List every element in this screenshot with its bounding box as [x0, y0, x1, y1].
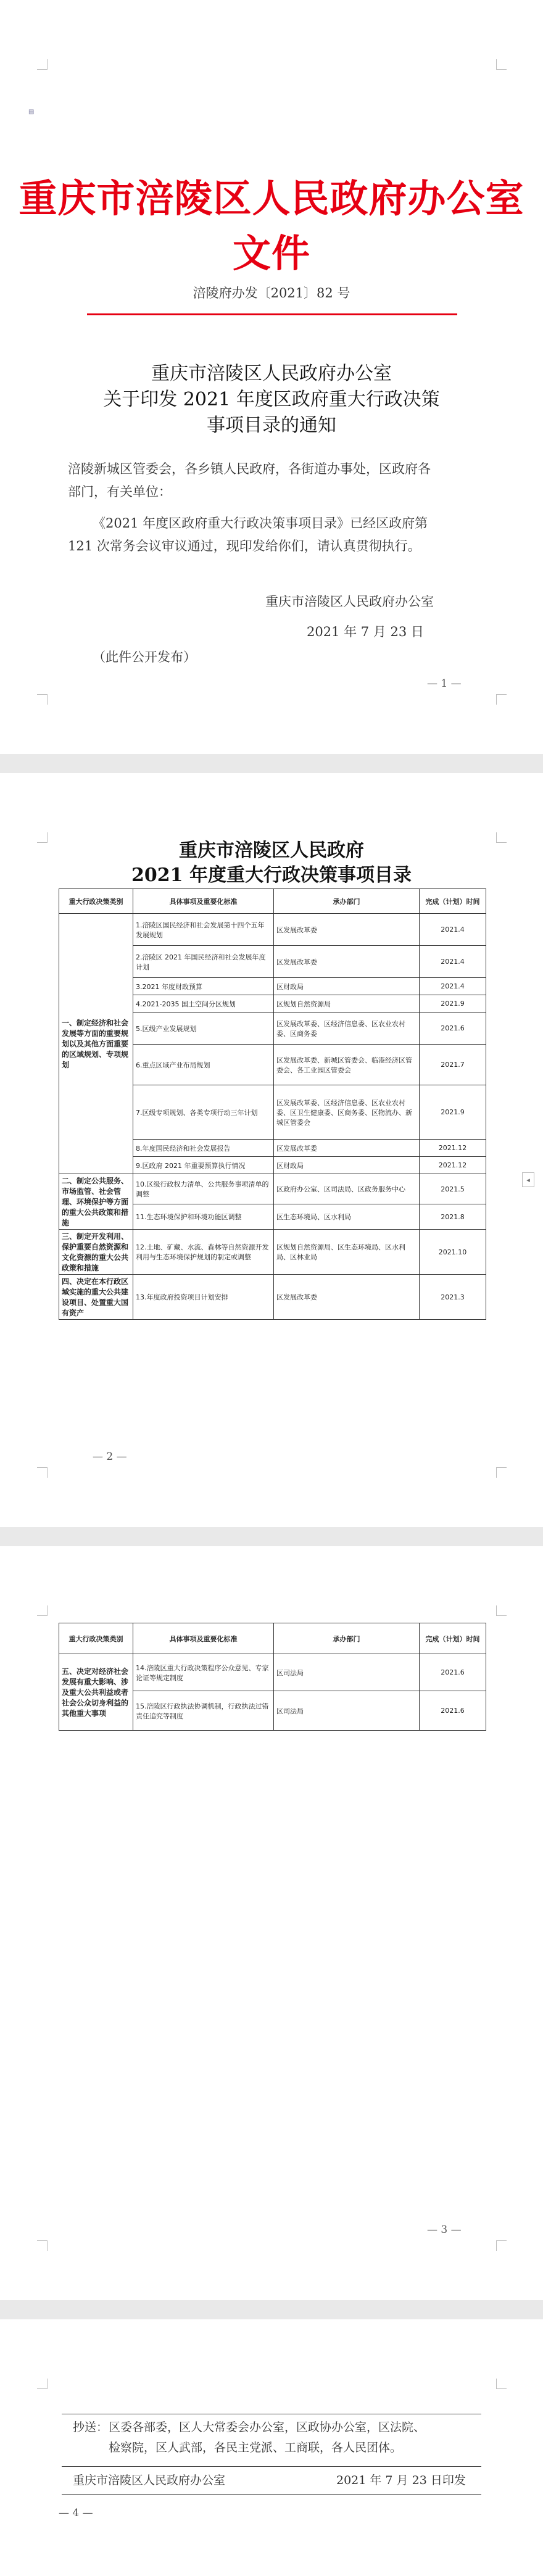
margin-corner-mark	[496, 1605, 507, 1616]
time-cell: 2021.9	[420, 1085, 486, 1140]
cc-recipients-line-1: 区委各部委，区人大常委会办公室，区政协办公室，区法院、	[109, 2421, 426, 2434]
category-cell: 五、决定对经济社会发展有重大影响、涉及重大公共利益或者社会公众切身利益的其他重大事项	[59, 1654, 133, 1731]
item-cell: 15.涪陵区行政执法协调机制，行政执法过错责任追究等制度	[133, 1691, 274, 1731]
column-header: 承办部门	[274, 889, 420, 914]
margin-corner-mark	[37, 59, 48, 70]
time-cell: 2021.10	[420, 1230, 486, 1275]
column-header: 完成（计划）时间	[420, 889, 486, 914]
time-cell: 2021.4	[420, 914, 486, 946]
decision-catalog-table-continued	[59, 1623, 486, 1731]
document-page-2	[0, 773, 543, 1527]
column-header: 完成（计划）时间	[420, 1623, 486, 1654]
item-cell: 10.区级行政权力清单、公共服务事项清单的调整	[133, 1174, 274, 1204]
column-header: 具体事项及重要化标准	[133, 889, 274, 914]
margin-corner-mark	[496, 2240, 507, 2251]
notice-title-line-2: 关于印发 2021 年度区政府重大行政决策	[103, 389, 440, 410]
category-cell: 四、决定在本行政区域实施的重大公共建设项目、处置重大国有资产	[59, 1275, 133, 1320]
catalog-title-line-1: 重庆市涪陵区人民政府	[179, 840, 364, 861]
red-document-header: 重庆市涪陵区人民政府办公室文件	[19, 176, 524, 276]
time-cell: 2021.12	[420, 1157, 486, 1174]
body-paragraph-line-2: 121 次常务会议审议通过，现印发给你们，请认真贯彻执行。	[68, 539, 421, 553]
time-cell: 2021.12	[420, 1140, 486, 1157]
table-header-row	[59, 889, 486, 914]
time-cell: 2021.4	[420, 978, 486, 995]
column-header: 具体事项及重要化标准	[133, 1623, 274, 1654]
item-cell: 9.区政府 2021 年重要预算执行情况	[133, 1157, 274, 1174]
catalog-title-line-2: 2021 年度重大行政决策事项目录	[131, 864, 412, 886]
dept-cell: 区司法局	[274, 1691, 420, 1731]
page-number: — 4 —	[59, 2507, 93, 2519]
column-header: 承办部门	[274, 1623, 420, 1654]
margin-corner-mark	[37, 1467, 48, 1478]
item-cell: 12.土地、矿藏、水流、森林等自然资源开发利用与生态环境保护规划的制定或调整	[133, 1230, 274, 1275]
page-number: — 3 —	[427, 2224, 462, 2236]
body-paragraph-line-1: 《2021 年度区政府重大行政决策事项目录》已经区政府第	[93, 516, 428, 531]
category-cell: 三、制定开发利用、保护重要自然资源和文化资源的重大公共政策和措施	[59, 1230, 133, 1275]
document-page-3	[0, 1546, 543, 2300]
red-divider-line	[87, 313, 457, 315]
signature-office: 重庆市涪陵区人民政府办公室	[265, 594, 434, 609]
issuing-office: 重庆市涪陵区人民政府办公室	[73, 2474, 226, 2487]
time-cell: 2021.8	[420, 1204, 486, 1230]
cc-label: 抄送：	[73, 2421, 109, 2434]
margin-corner-mark	[496, 694, 507, 705]
column-header: 重大行政决策类别	[59, 1623, 133, 1654]
dept-cell: 区发展改革委	[274, 1275, 420, 1320]
time-cell: 2021.6	[420, 1013, 486, 1045]
table-row	[59, 1230, 486, 1275]
signature-date: 2021 年 7 月 23 日	[307, 624, 424, 639]
dept-cell: 区政府办公室、区司法局、区政务服务中心	[274, 1174, 420, 1204]
table-row	[59, 1275, 486, 1320]
dept-cell: 区发展改革委	[274, 914, 420, 946]
dept-cell: 区发展改革委、区经济信息委、区农业农村委、区商务委	[274, 1013, 420, 1045]
page-number: — 1 —	[427, 677, 462, 690]
page-number: — 2 —	[93, 1451, 127, 1463]
document-icon: ▤	[28, 109, 35, 115]
issue-date: 2021 年 7 月 23 日印发	[336, 2474, 466, 2487]
item-cell: 6.重点区域产业布局规划	[133, 1045, 274, 1085]
dept-cell: 区规划自然资源局、区生态环境局、区水利局、区林业局	[274, 1230, 420, 1275]
cc-bottom-rule	[62, 2494, 481, 2495]
item-cell: 13.年度政府投资项目计划安排	[133, 1275, 274, 1320]
notice-title-line-3: 事项目录的通知	[207, 415, 336, 436]
item-cell: 4.2021-2035 国土空间分区规划	[133, 995, 274, 1013]
margin-corner-mark	[496, 2379, 507, 2389]
time-cell: 2021.4	[420, 946, 486, 978]
time-cell: 2021.3	[420, 1275, 486, 1320]
dept-cell: 区司法局	[274, 1654, 420, 1691]
cc-recipients-line-2: 检察院，区人武部，各民主党派、工商联，各人民团体。	[109, 2441, 402, 2454]
table-row	[59, 1174, 486, 1204]
table-row	[59, 1654, 486, 1691]
item-cell: 14.涪陵区重大行政决策程序公众意见、专家论证等规定制度	[133, 1654, 274, 1691]
dept-cell: 区规划自然资源局	[274, 995, 420, 1013]
item-cell: 5.区级产业发展规划	[133, 1013, 274, 1045]
document-page-1	[0, 0, 543, 754]
public-release-note: （此件公开发布）	[93, 650, 196, 665]
item-cell: 1.涪陵区国民经济和社会发展第十四个五年发展规划	[133, 914, 274, 946]
time-cell: 2021.5	[420, 1174, 486, 1204]
document-number: 涪陵府办发〔2021〕82 号	[193, 286, 350, 300]
margin-corner-mark	[37, 2379, 48, 2389]
table-row	[59, 914, 486, 946]
time-cell: 2021.7	[420, 1045, 486, 1085]
margin-corner-mark	[37, 2240, 48, 2251]
dept-cell: 区发展改革委	[274, 946, 420, 978]
category-cell: 一、制定经济和社会发展等方面的重要规划以及其他方面重要的区域规划、专项规划	[59, 914, 133, 1174]
item-cell: 8.年度国民经济和社会发展报告	[133, 1140, 274, 1157]
item-cell: 3.2021 年度财政预算	[133, 978, 274, 995]
addressee-line-2: 部门，有关单位：	[68, 484, 172, 499]
column-header: 重大行政决策类别	[59, 889, 133, 914]
notice-title-line-1: 重庆市涪陵区人民政府办公室	[151, 363, 392, 384]
category-cell: 二、制定公共服务、市场监管、社会管理、环境保护等方面的重大公共政策和措施	[59, 1174, 133, 1230]
cc-middle-rule	[62, 2466, 481, 2467]
dept-cell: 区财政局	[274, 978, 420, 995]
dept-cell: 区发展改革委、新城区管委会、临港经济区管委会、各工业园区管委会	[274, 1045, 420, 1085]
document-page-4	[0, 2319, 543, 2576]
time-cell: 2021.9	[420, 995, 486, 1013]
margin-corner-mark	[496, 1467, 507, 1478]
margin-corner-mark	[37, 1605, 48, 1616]
dept-cell: 区财政局	[274, 1157, 420, 1174]
page-nav-arrow-icon[interactable]: ◂	[522, 1172, 534, 1187]
addressee-line-1: 涪陵新城区管委会，各乡镇人民政府，各街道办事处，区政府各	[68, 462, 431, 476]
item-cell: 7.区级专项规划、各类专项行动三年计划	[133, 1085, 274, 1140]
item-cell: 11.生态环境保护和环境功能区调整	[133, 1204, 274, 1230]
dept-cell: 区生态环境局、区水利局	[274, 1204, 420, 1230]
decision-catalog-table	[59, 888, 486, 1320]
dept-cell: 区发展改革委	[274, 1140, 420, 1157]
time-cell: 2021.6	[420, 1654, 486, 1691]
margin-corner-mark	[496, 59, 507, 70]
table-header-row	[59, 1623, 486, 1654]
dept-cell: 区发展改革委、区经济信息委、区农业农村委、区卫生健康委、区商务委、区物流办、新城区管委会	[274, 1085, 420, 1140]
item-cell: 2.涪陵区 2021 年国民经济和社会发展年度计划	[133, 946, 274, 978]
time-cell: 2021.6	[420, 1691, 486, 1731]
margin-corner-mark	[37, 694, 48, 705]
